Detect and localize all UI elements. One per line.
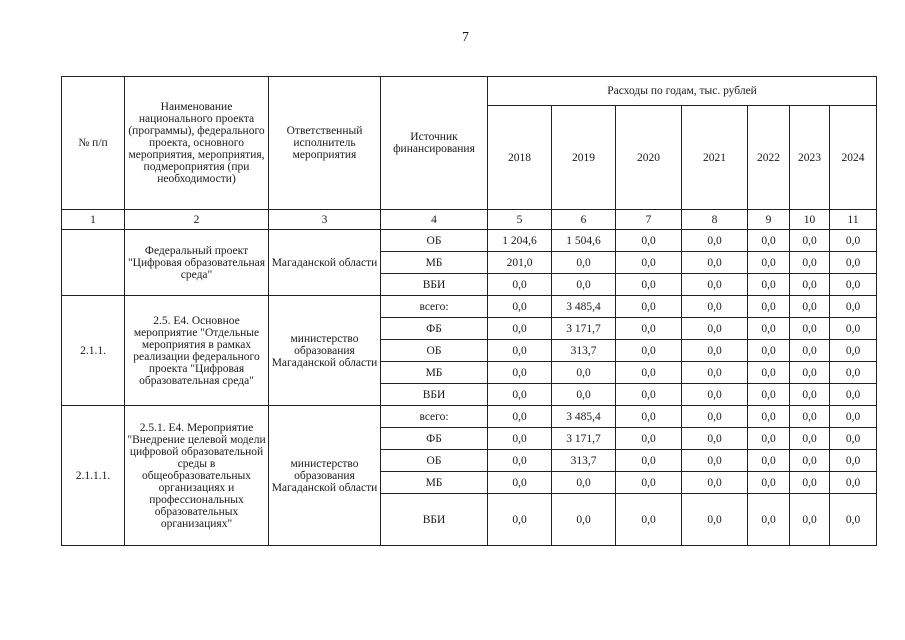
cell-value: 313,7	[552, 450, 616, 472]
column-number: 4	[381, 210, 488, 230]
cell-value: 0,0	[682, 340, 748, 362]
cell-value: 0,0	[748, 252, 790, 274]
row-source: МБ	[381, 362, 488, 384]
header-responsible: Ответственный исполнитель мероприятия	[269, 77, 381, 210]
row-source: ОБ	[381, 230, 488, 252]
cell-value: 0,0	[748, 406, 790, 428]
cell-value: 0,0	[616, 362, 682, 384]
cell-value: 0,0	[682, 494, 748, 546]
cell-value: 1 204,6	[488, 230, 552, 252]
cell-value: 0,0	[488, 296, 552, 318]
cell-value: 0,0	[488, 472, 552, 494]
cell-value: 0,0	[790, 230, 830, 252]
header-year: 2019	[552, 106, 616, 210]
cell-value: 0,0	[616, 340, 682, 362]
header-year: 2023	[790, 106, 830, 210]
cell-value: 0,0	[682, 318, 748, 340]
cell-value: 0,0	[616, 274, 682, 296]
cell-value: 0,0	[748, 494, 790, 546]
row-name: 2.5. Е4. Основное мероприятие "Отдельные мероприятия в рамках реализации федерального проекта "Цифровая образовательная среда"	[125, 296, 269, 406]
cell-value: 0,0	[488, 318, 552, 340]
cell-value: 0,0	[682, 362, 748, 384]
cell-value: 0,0	[830, 296, 877, 318]
cell-value: 0,0	[682, 252, 748, 274]
cell-value: 0,0	[830, 428, 877, 450]
cell-value: 3 485,4	[552, 296, 616, 318]
cell-value: 0,0	[616, 494, 682, 546]
column-number: 9	[748, 210, 790, 230]
cell-value: 0,0	[790, 340, 830, 362]
cell-value: 0,0	[830, 230, 877, 252]
cell-value: 0,0	[616, 296, 682, 318]
cell-value: 0,0	[830, 406, 877, 428]
row-source: ФБ	[381, 428, 488, 450]
cell-value: 0,0	[748, 428, 790, 450]
cell-value: 0,0	[830, 450, 877, 472]
cell-value: 0,0	[748, 230, 790, 252]
row-responsible: министерство образования Магаданской области	[269, 296, 381, 406]
cell-value: 0,0	[488, 406, 552, 428]
column-number: 1	[62, 210, 125, 230]
table-row	[62, 296, 877, 318]
row-source: ОБ	[381, 450, 488, 472]
row-number: 2.1.1.	[62, 296, 125, 406]
cell-value: 0,0	[488, 362, 552, 384]
cell-value: 0,0	[790, 362, 830, 384]
cell-value: 201,0	[488, 252, 552, 274]
cell-value: 0,0	[790, 406, 830, 428]
header-year: 2020	[616, 106, 682, 210]
table-row	[62, 230, 877, 252]
row-source: всего:	[381, 406, 488, 428]
cell-value: 0,0	[790, 428, 830, 450]
cell-value: 0,0	[830, 274, 877, 296]
cell-value: 3 171,7	[552, 318, 616, 340]
cell-value: 0,0	[790, 450, 830, 472]
header-year: 2018	[488, 106, 552, 210]
cell-value: 0,0	[748, 384, 790, 406]
cell-value: 0,0	[616, 406, 682, 428]
cell-value: 0,0	[748, 362, 790, 384]
cell-value: 0,0	[488, 340, 552, 362]
cell-value: 0,0	[790, 384, 830, 406]
cell-value: 0,0	[790, 494, 830, 546]
cell-value: 0,0	[748, 274, 790, 296]
row-source: ВБИ	[381, 384, 488, 406]
cell-value: 0,0	[682, 472, 748, 494]
column-number: 11	[830, 210, 877, 230]
cell-value: 0,0	[616, 252, 682, 274]
row-source: ОБ	[381, 340, 488, 362]
header-year: 2022	[748, 106, 790, 210]
column-number: 3	[269, 210, 381, 230]
header-source: Источник финансирования	[381, 77, 488, 210]
cell-value: 3 171,7	[552, 428, 616, 450]
cell-value: 0,0	[830, 252, 877, 274]
column-number-row	[62, 210, 877, 230]
cell-value: 0,0	[748, 340, 790, 362]
cell-value: 0,0	[616, 384, 682, 406]
cell-value: 3 485,4	[552, 406, 616, 428]
row-source: ВБИ	[381, 274, 488, 296]
cell-value: 0,0	[790, 472, 830, 494]
column-number: 8	[682, 210, 748, 230]
header-year: 2024	[830, 106, 877, 210]
cell-value: 0,0	[830, 362, 877, 384]
cell-value: 0,0	[682, 428, 748, 450]
page-number: 7	[462, 30, 469, 45]
cell-value: 0,0	[682, 384, 748, 406]
cell-value: 0,0	[488, 384, 552, 406]
cell-value: 0,0	[830, 384, 877, 406]
cell-value: 313,7	[552, 340, 616, 362]
row-source: МБ	[381, 472, 488, 494]
cell-value: 0,0	[552, 362, 616, 384]
row-responsible: Магаданской области	[269, 230, 381, 296]
cell-value: 0,0	[830, 340, 877, 362]
row-source: ВБИ	[381, 494, 488, 546]
row-number	[62, 230, 125, 296]
cell-value: 0,0	[790, 318, 830, 340]
cell-value: 0,0	[488, 274, 552, 296]
cell-value: 0,0	[830, 494, 877, 546]
cell-value: 0,0	[682, 230, 748, 252]
row-source: ФБ	[381, 318, 488, 340]
cell-value: 0,0	[616, 472, 682, 494]
cell-value: 0,0	[748, 296, 790, 318]
cell-value: 0,0	[682, 406, 748, 428]
cell-value: 0,0	[682, 296, 748, 318]
cell-value: 0,0	[552, 252, 616, 274]
column-number: 7	[616, 210, 682, 230]
row-source: всего:	[381, 296, 488, 318]
header-num: № п/п	[62, 77, 125, 210]
column-number: 6	[552, 210, 616, 230]
row-name: Федеральный проект "Цифровая образовательная среда"	[125, 230, 269, 296]
cell-value: 0,0	[488, 494, 552, 546]
cell-value: 0,0	[552, 384, 616, 406]
cell-value: 0,0	[790, 274, 830, 296]
cell-value: 0,0	[616, 450, 682, 472]
cell-value: 0,0	[830, 472, 877, 494]
cell-value: 0,0	[790, 252, 830, 274]
row-responsible: министерство образования Магаданской области	[269, 406, 381, 546]
budget-table	[61, 76, 877, 546]
cell-value: 0,0	[748, 450, 790, 472]
cell-value: 0,0	[616, 428, 682, 450]
column-number: 10	[790, 210, 830, 230]
cell-value: 0,0	[552, 494, 616, 546]
cell-value: 0,0	[616, 318, 682, 340]
cell-value: 0,0	[488, 428, 552, 450]
cell-value: 0,0	[552, 472, 616, 494]
cell-value: 0,0	[830, 318, 877, 340]
cell-value: 1 504,6	[552, 230, 616, 252]
column-number: 2	[125, 210, 269, 230]
header-name: Наименование национального проекта (программы), федерального проекта, основного мероприятия, мероприятия, подмероприятия (при необходимости)	[125, 77, 269, 210]
cell-value: 0,0	[748, 472, 790, 494]
cell-value: 0,0	[552, 274, 616, 296]
cell-value: 0,0	[682, 274, 748, 296]
table-row	[62, 406, 877, 428]
row-number: 2.1.1.1.	[62, 406, 125, 546]
cell-value: 0,0	[488, 450, 552, 472]
header-year: 2021	[682, 106, 748, 210]
column-number: 5	[488, 210, 552, 230]
cell-value: 0,0	[748, 318, 790, 340]
cell-value: 0,0	[682, 450, 748, 472]
header-expenses: Расходы по годам, тыс. рублей	[488, 77, 877, 106]
row-source: МБ	[381, 252, 488, 274]
row-name: 2.5.1. Е4. Мероприятие "Внедрение целевой модели цифровой образовательной среды в общеобразовательных организациях и профессиональных образовательных организациях"	[125, 406, 269, 546]
cell-value: 0,0	[616, 230, 682, 252]
cell-value: 0,0	[790, 296, 830, 318]
